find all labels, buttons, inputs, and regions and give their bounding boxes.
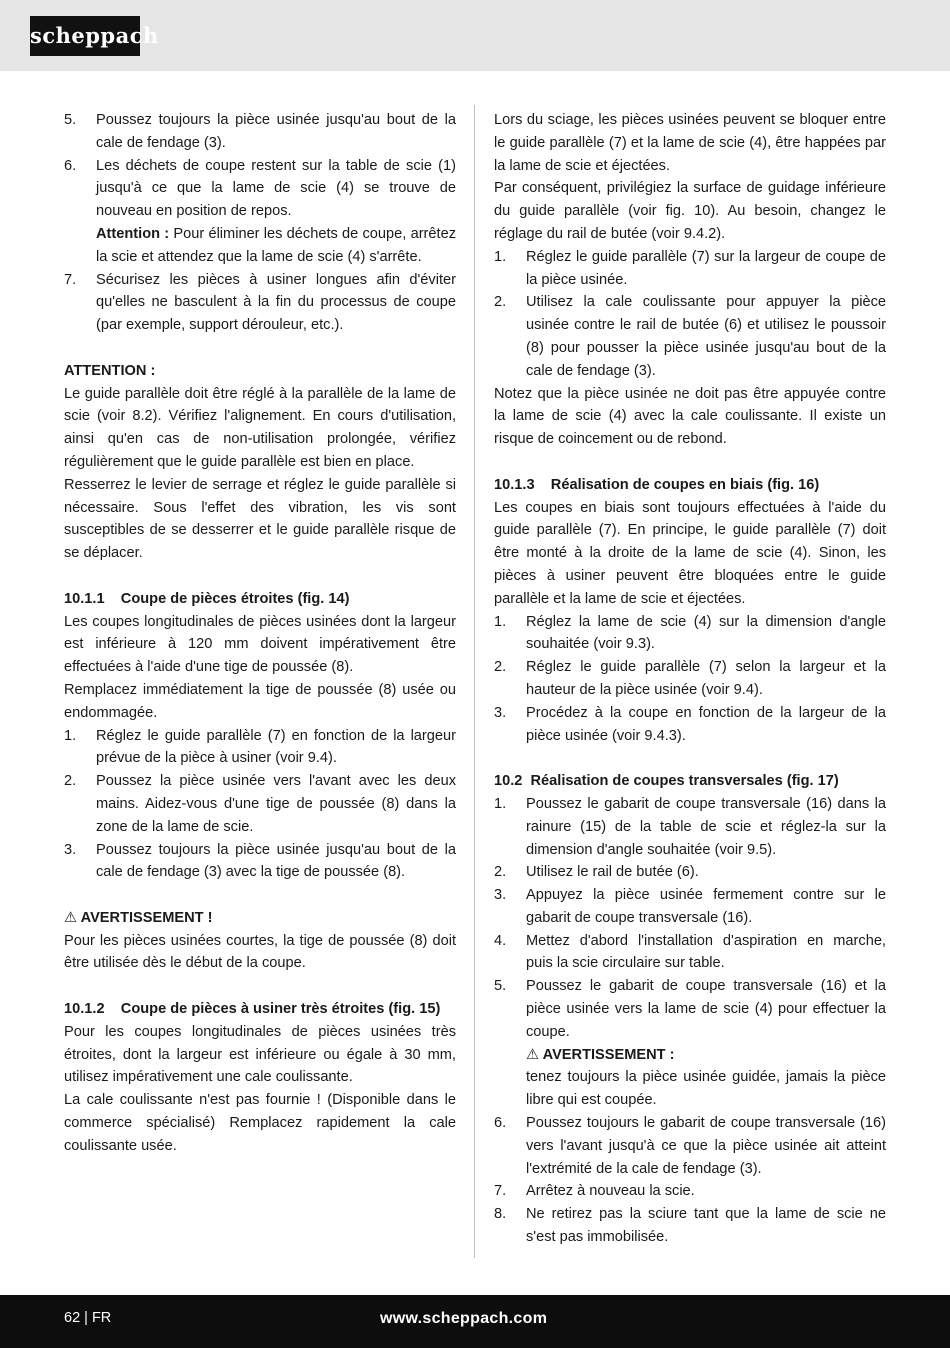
list-item: 6. Les déchets de coupe restent sur la table de scie (1) jusqu'à ce que la lame de scie (4) se trouve de nouveau en position de repos. bbox=[64, 157, 456, 220]
warning-heading: ⚠ AVERTISSEMENT ! bbox=[64, 909, 213, 926]
attention-note: Attention : Pour éliminer les déchets de coupe, arrêtez la scie et attendez que la lame de scie (4) s'arrête. bbox=[96, 225, 456, 265]
paragraph: Resserrez le levier de serrage et réglez le guide parallèle si nécessaire. Sous l'effet des vibration, les vis sont susceptibles de se desserrer et le guide parallèle risque de se déplacer. bbox=[64, 476, 456, 562]
list-item: 1. Réglez le guide parallèle (7) sur la largeur de coupe de la pièce usinée. bbox=[494, 248, 886, 288]
attention-heading: ATTENTION : bbox=[64, 362, 156, 379]
paragraph: Pour les coupes longitudinales de pièces usinées très étroites, dont la largeur est inférieure ou égale à 30 mm, utilisez impérativement une cale coulissante. bbox=[64, 1023, 456, 1086]
list-item: 3. Poussez toujours la pièce usinée jusqu'au bout de la cale de fendage (3) avec la tige de poussée (8). bbox=[64, 841, 456, 881]
list-item: 1. Réglez la lame de scie (4) sur la dimension d'angle souhaitée (voir 9.3). bbox=[494, 613, 886, 653]
list-item: 3. Procédez à la coupe en fonction de la largeur de la pièce usinée (voir 9.4.3). bbox=[494, 704, 886, 744]
right-column bbox=[494, 109, 886, 1249]
list-item: 2. Utilisez le rail de butée (6). bbox=[494, 864, 699, 881]
left-column bbox=[64, 109, 456, 1158]
page-number: 62 | FR bbox=[64, 1310, 112, 1326]
paragraph: Remplacez immédiatement la tige de poussée (8) usée ou endommagée. bbox=[64, 681, 456, 721]
paragraph: Le guide parallèle doit être réglé à la parallèle de la lame de scie (voir 8.2). Vérifiez l'alignement. En cours d'utilisation, ainsi qu'en cas de non-utilisation prolongée, vérifiez régulièrement que le guide parallèle est bien en place. bbox=[64, 385, 456, 470]
paragraph: Les coupes longitudinales de pièces usinées dont la largeur est inférieure à 120 mm doivent impérativement être effectuées à l'aide d'une tige de poussée (8). bbox=[64, 613, 456, 676]
list-item: 1. Réglez le guide parallèle (7) en fonction de la largeur prévue de la pièce à usiner (voir 9.4). bbox=[64, 727, 456, 767]
section-heading: 10.1.1 Coupe de pièces étroites (fig. 14) bbox=[64, 590, 350, 607]
list-item: 3. Appuyez la pièce usinée fermement contre sur le gabarit de coupe transversale (16). bbox=[494, 887, 886, 926]
warning-heading: ⚠ AVERTISSEMENT : bbox=[526, 1046, 675, 1063]
list-item: 8. Ne retirez pas la sciure tant que la lame de scie ne s'est pas immobilisée. bbox=[494, 1206, 886, 1246]
list-item: 2. Poussez la pièce usinée vers l'avant avec les deux mains. Aidez-vous d'une tige de poussée (8) dans la zone de la lame de scie. bbox=[64, 773, 456, 835]
section-heading: 10.1.2 Coupe de pièces à usiner très étroites (fig. 15) bbox=[64, 1001, 441, 1018]
list-item: 5. Poussez le gabarit de coupe transversale (16) et la pièce usinée vers la lame de scie (4) pour effectuer la coupe. bbox=[494, 978, 886, 1040]
list-item: 5. Poussez toujours la pièce usinée jusqu'au bout de la cale de fendage (3). bbox=[64, 112, 456, 151]
list-item: 7. Sécurisez les pièces à usiner longues afin d'éviter qu'elles ne basculent à la fin du processus de coupe (par exemple, support dérouleur, etc.). bbox=[64, 271, 456, 334]
list-item: 7. Arrêtez à nouveau la scie. bbox=[494, 1183, 695, 1200]
paragraph: La cale coulissante n'est pas fournie ! (Disponible dans le commerce spécialisé) Remplacez rapidement la cale coulissante usée. bbox=[64, 1092, 456, 1154]
list-item: 4. Mettez d'abord l'installation d'aspiration en marche, puis la scie circulaire sur table. bbox=[494, 932, 886, 972]
paragraph: Lors du sciage, les pièces usinées peuvent se bloquer entre le guide parallèle (7) et la lame de scie (4), être happées par la lame de scie et éjectées. bbox=[494, 112, 886, 174]
website-link[interactable]: www.scheppach.com bbox=[380, 1310, 548, 1327]
paragraph: Pour les pièces usinées courtes, la tige de poussée (8) doit être utilisée dès le début de la coupe. bbox=[64, 932, 456, 972]
paragraph: Par conséquent, privilégiez la surface de guidage inférieure du guide parallèle (voir fig. 10). Au besoin, changez le réglage du rail de butée (voir 9.4.2). bbox=[494, 180, 886, 242]
section-heading: 10.1.3 Réalisation de coupes en biais (fig. 16) bbox=[494, 476, 820, 493]
section-heading: 10.2 Réalisation de coupes transversales (fig. 17) bbox=[494, 773, 839, 790]
page-footer bbox=[0, 1295, 950, 1348]
paragraph: Les coupes en biais sont toujours effectuées à l'aide du guide parallèle (7). En principe, le guide parallèle (7) doit être monté à la droite de la lame de scie (4). Sinon, les pièces à usiner peuvent être bloquées entre le guide parallèle et la lame de scie et éjectées. bbox=[494, 499, 886, 607]
paragraph: Notez que la pièce usinée ne doit pas être appuyée contre la lame de scie (4) avec la cale coulissante. Il existe un risque de coincement ou de rebond. bbox=[494, 385, 886, 448]
list-item: 2. Utilisez la cale coulissante pour appuyer la pièce usinée contre le rail de butée (6) et utilisez le poussoir (8) pour pousser la pièce usinée jusqu'au bout de la cale de fendage (3). bbox=[494, 294, 886, 379]
warning-text: tenez toujours la pièce usinée guidée, jamais la pièce libre qui est coupée. bbox=[526, 1069, 886, 1109]
scheppach-logo: scheppach bbox=[30, 16, 140, 56]
warning-icon: ⚠ bbox=[526, 1046, 540, 1063]
page-header bbox=[0, 0, 950, 71]
warning-icon: ⚠ bbox=[64, 909, 78, 926]
list-item: 2. Réglez le guide parallèle (7) selon la largeur et la hauteur de la pièce usinée (voir 9.4). bbox=[494, 659, 886, 698]
column-divider bbox=[474, 105, 475, 1258]
list-item: 6. Poussez toujours le gabarit de coupe transversale (16) vers l'avant jusqu'à ce que la pièce usinée ait atteint l'extrémité de la cale de fendage (3). bbox=[494, 1115, 886, 1177]
list-item: 1. Poussez le gabarit de coupe transversale (16) dans la rainure (15) de la table de scie et réglez-la sur la dimension d'angle souhaitée (voir 9.5). bbox=[494, 795, 886, 858]
